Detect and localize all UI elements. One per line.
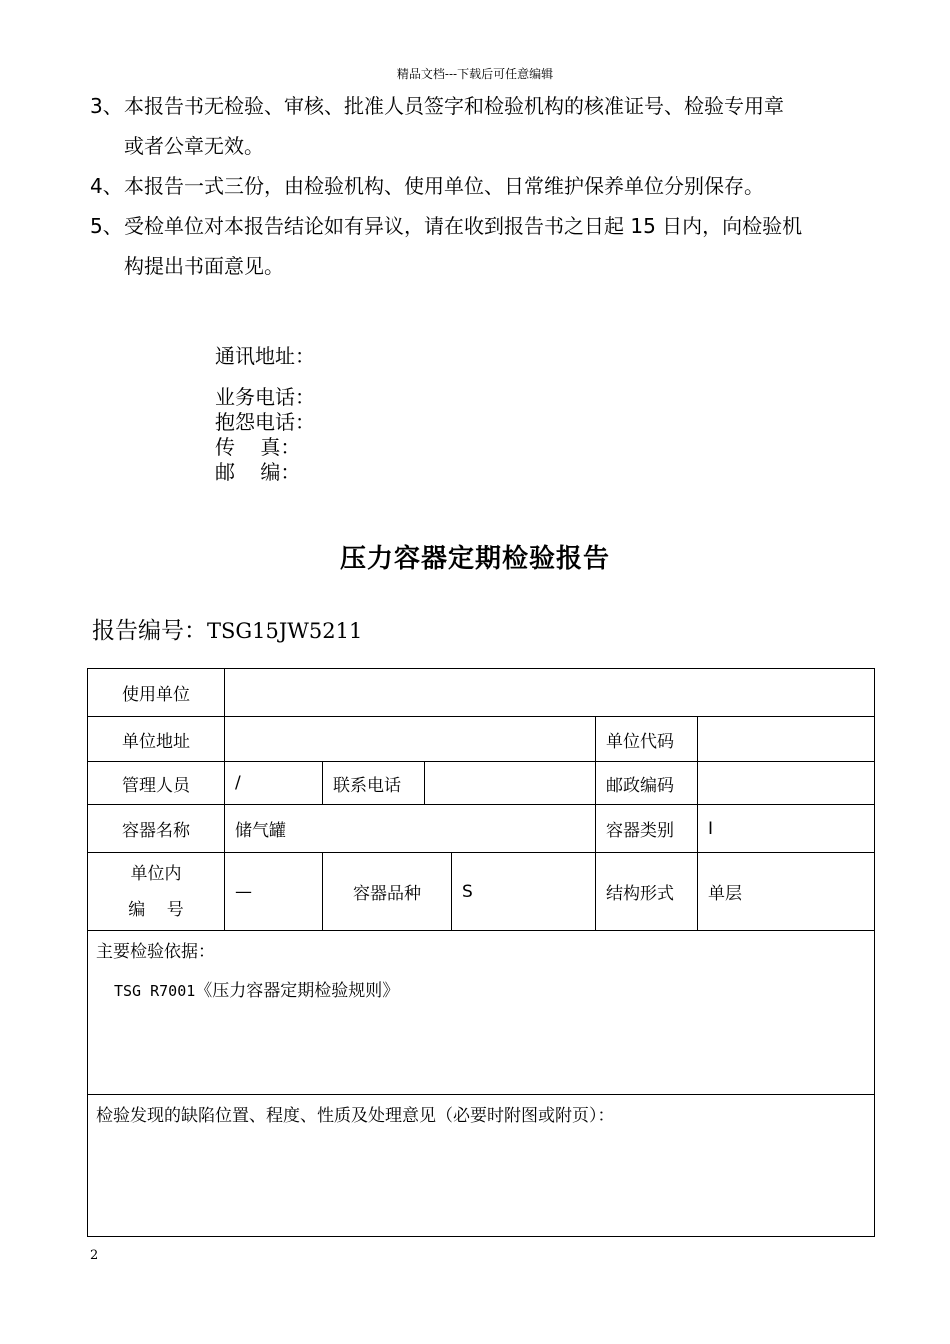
- note-number: 3、: [90, 94, 123, 118]
- note-continuation: 构提出书面意见。: [124, 254, 284, 278]
- note-3: [90, 86, 870, 166]
- postal-code-value: [698, 762, 875, 805]
- vessel-name-label: 容器名称: [88, 805, 225, 853]
- vessel-variety-value: S: [452, 853, 596, 931]
- report-title: 压力容器定期检验报告: [339, 544, 610, 574]
- contact-fax: [215, 435, 315, 460]
- contact-business-phone-label: 业务电话：: [215, 385, 315, 409]
- postal-code-label: 邮政编码: [596, 762, 698, 805]
- vessel-class-label: 容器类别: [596, 805, 698, 853]
- internal-no-label: [88, 853, 225, 931]
- internal-no-value: —: [225, 853, 323, 931]
- report-number-value: TSG15JW5211: [207, 619, 363, 643]
- note-continuation: 或者公章无效。: [124, 134, 264, 158]
- form-row-manager: [88, 762, 875, 805]
- manager-value: /: [225, 762, 323, 805]
- manager-label: 管理人员: [88, 762, 225, 805]
- form-row-vessel-name: [88, 805, 875, 853]
- contact-address: [215, 344, 315, 369]
- structure-value: 单层: [698, 853, 875, 931]
- page-number: 2: [90, 1248, 99, 1263]
- structure-label: 结构形式: [596, 853, 698, 931]
- contact-phone-value: [425, 762, 596, 805]
- page-header: 精品文档---下载后可任意编辑: [396, 67, 554, 81]
- basis-cell: [88, 931, 875, 1095]
- vessel-variety-label: 容器品种: [323, 853, 452, 931]
- basis-line: [96, 976, 864, 1001]
- internal-no-label-line1: 单位内: [130, 863, 182, 884]
- note-text: 受检单位对本报告结论如有异议，请在收到报告书之日起 15 日内，向检验机: [124, 214, 803, 238]
- unit-code-label: 单位代码: [596, 717, 698, 762]
- contact-complaint-phone: [215, 410, 315, 435]
- inspection-form-table: [87, 668, 875, 1237]
- form-row-internal-no: [88, 853, 875, 931]
- vessel-class-value: I: [698, 805, 875, 853]
- note-5: [90, 206, 870, 286]
- unit-address-value: [225, 717, 596, 762]
- unit-address-label: 单位地址: [88, 717, 225, 762]
- contact-business-phone: [215, 385, 315, 410]
- defects-cell: [88, 1095, 875, 1237]
- vessel-name-value: 储气罐: [225, 805, 596, 853]
- basis-code: TSG R7001: [114, 982, 196, 1000]
- unit-code-value: [698, 717, 875, 762]
- note-number: 5、: [90, 214, 123, 238]
- form-row-defects: [88, 1095, 875, 1237]
- note-4: [90, 166, 870, 206]
- report-number: [92, 612, 362, 645]
- form-row-basis: [88, 931, 875, 1095]
- note-text: 本报告书无检验、审核、批准人员签字和检验机构的核准证号、检验专用章: [124, 94, 784, 118]
- note-number: 4、: [90, 174, 123, 198]
- form-row-use-unit: [88, 669, 875, 717]
- contact-postcode-label: 邮 编：: [215, 460, 301, 484]
- basis-title: 《压力容器定期检验规则》: [195, 981, 400, 1001]
- note-text: 本报告一式三份，由检验机构、使用单位、日常维护保养单位分别保存。: [124, 174, 764, 198]
- form-row-unit-address: [88, 717, 875, 762]
- contact-postcode: [215, 460, 315, 485]
- defects-label: 检验发现的缺陷位置、程度、性质及处理意见（必要时附图或附页）：: [96, 1106, 615, 1126]
- contact-complaint-phone-label: 抱怨电话：: [215, 410, 315, 434]
- contact-fax-label: 传 真：: [215, 435, 301, 459]
- basis-label: 主要检验依据：: [96, 942, 215, 962]
- contact-phone-label: 联系电话: [323, 762, 425, 805]
- contact-address-label: 通讯地址：: [215, 344, 315, 368]
- use-unit-label: 使用单位: [88, 669, 225, 717]
- report-number-label: 报告编号：: [92, 618, 207, 644]
- use-unit-value: [225, 669, 875, 717]
- internal-no-label-line2: 编 号: [128, 899, 184, 920]
